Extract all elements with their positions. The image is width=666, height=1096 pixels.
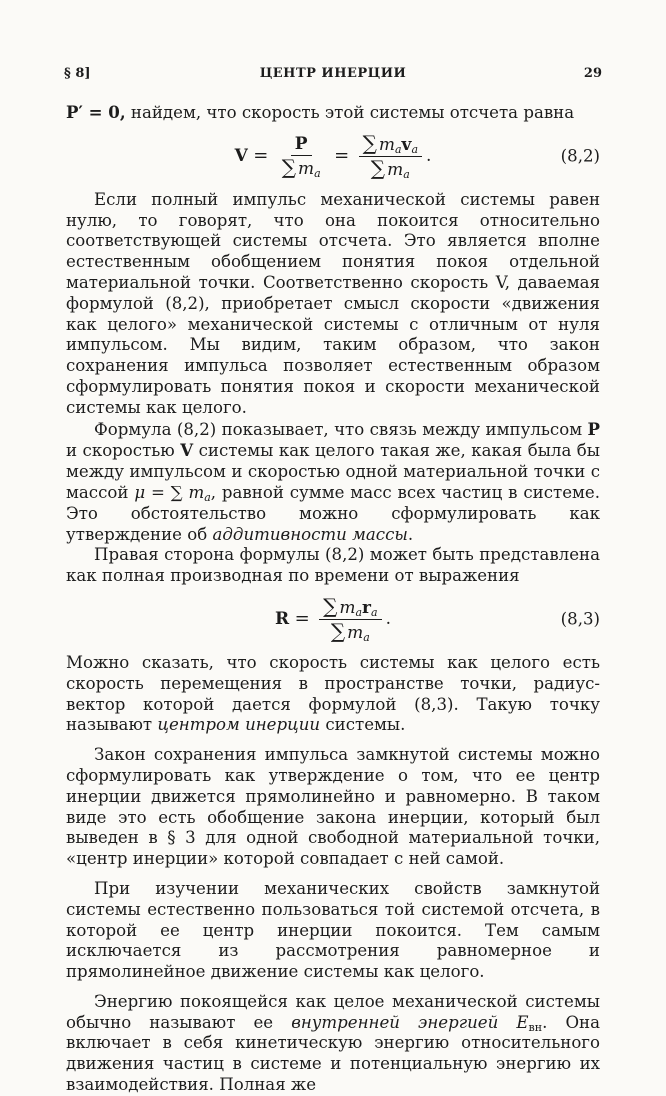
paragraph-1: Если полный импульс механической системы равен нулю, то говорят, что она покоится относительно соответствующей системы отсчета. Это является вполне естественным обобщением понятия покоя отдельной материальной точки. Соответственно скорость V, даваемая формулой (8,2), приобретает смысл скорости «движения как целого» механической системы с отличным от нуля импульсом. Мы видим, таким образом, что закон сохранения импульса позволяет естественным образом сформулировать понятия покоя и скорости механической системы как целого.: [66, 189, 600, 417]
term-center-of-inertia: центром инерции: [157, 715, 321, 735]
eq1-frac1-numerator: P: [291, 134, 312, 156]
body-text: [66, 102, 600, 1096]
paragraph-5: Закон сохранения импульса замкнутой системы можно сформулировать как утверждение о том, что ее центр инерции движется прямолинейно и равномерно. В таком виде это есть обобщение закона инерции, который был выведен в § 3 для одной свободной материальной точки, «центр инерции» которой совпадает с ней самой.: [66, 745, 600, 869]
eq1-fraction-1: [278, 134, 325, 179]
paragraph-2: Формула (8,2) показывает, что связь между импульсом P и скоростью V системы как целого такая же, какая была бы между импульсом и скоростью одной материальной точки с массой μ = ∑ $m_a$, равной сумме масс всех частиц в системе. Это обстоятельство можно сформулировать как утверждение об аддитивности массы.: [66, 418, 601, 544]
eq1-frac2-denominator: ∑ $m_a$: [370, 156, 410, 182]
eq1-lhs: V: [234, 146, 248, 167]
equation-8-2: [66, 124, 600, 190]
term-mass-additivity: аддитивности массы: [212, 524, 408, 544]
eq2-numerator: ∑ $m_ar_a$: [319, 596, 382, 620]
eq2-denominator: ∑ $m_a$: [330, 619, 370, 645]
intro-text: найдем, что скорость этой системы отсчета равна: [130, 103, 575, 122]
intro-lhs: P′ = 0,: [66, 102, 126, 122]
eq1-frac1-denominator: ∑ $m_a$: [281, 155, 321, 181]
eq1-frac2-numerator: ∑ $m_av_a$: [359, 133, 422, 157]
term-internal-energy: внутренней энергией: [291, 1012, 499, 1032]
eq2-fraction: [319, 596, 382, 643]
eq1-number: (8,2): [560, 146, 600, 166]
intro-line: [66, 102, 600, 124]
page-number: 29: [583, 66, 602, 81]
mass-sum-inline: μ = ∑ $m_a$,: [134, 482, 217, 504]
eq2-lhs: R: [275, 609, 290, 630]
eq2-formula: R = $\frac{\sum m_ar_a}{\sum m_a}$ .: [275, 594, 391, 645]
paragraph-3: Правая сторона формулы (8,2) может быть представлена как полная производная по времени от выражения: [66, 545, 600, 586]
section-marker: § 8]: [64, 66, 91, 81]
running-title: ЦЕНТР ИНЕРЦИИ: [259, 66, 407, 81]
paragraph-7: Энергию покоящейся как целое механической системы обычно называют ее внутренней энергией $E_{вн}$. Она включает в себя кинетическую энергию относительного движения частиц в системе и потенциальную энергию их взаимодействия. Полная же: [66, 991, 600, 1095]
eq1-fraction-2: [359, 133, 422, 180]
paragraph-6: При изучении механических свойств замкнутой системы естественно пользоваться той системой отсчета, в которой ее центр инерции покоится. Тем самым исключается из рассмотрения равномерное и прямолинейное движение системы как целого.: [66, 878, 600, 982]
equation-8-3: [66, 587, 600, 653]
paragraph-4: Можно сказать, что скорость системы как целого есть скорость перемещения в пространстве точки, радиус-вектор которой дается формулой (8,3). Такую точку называют центром инерции системы.: [66, 652, 600, 735]
eq2-number: (8,3): [560, 609, 600, 629]
eq1-formula: V = $\frac{P}{\sum m_a}$ = $\frac{\sum m_av_a}{\sum m_a}$ .: [234, 131, 432, 182]
internal-energy-symbol: $E_{вн}$.: [516, 1012, 548, 1034]
